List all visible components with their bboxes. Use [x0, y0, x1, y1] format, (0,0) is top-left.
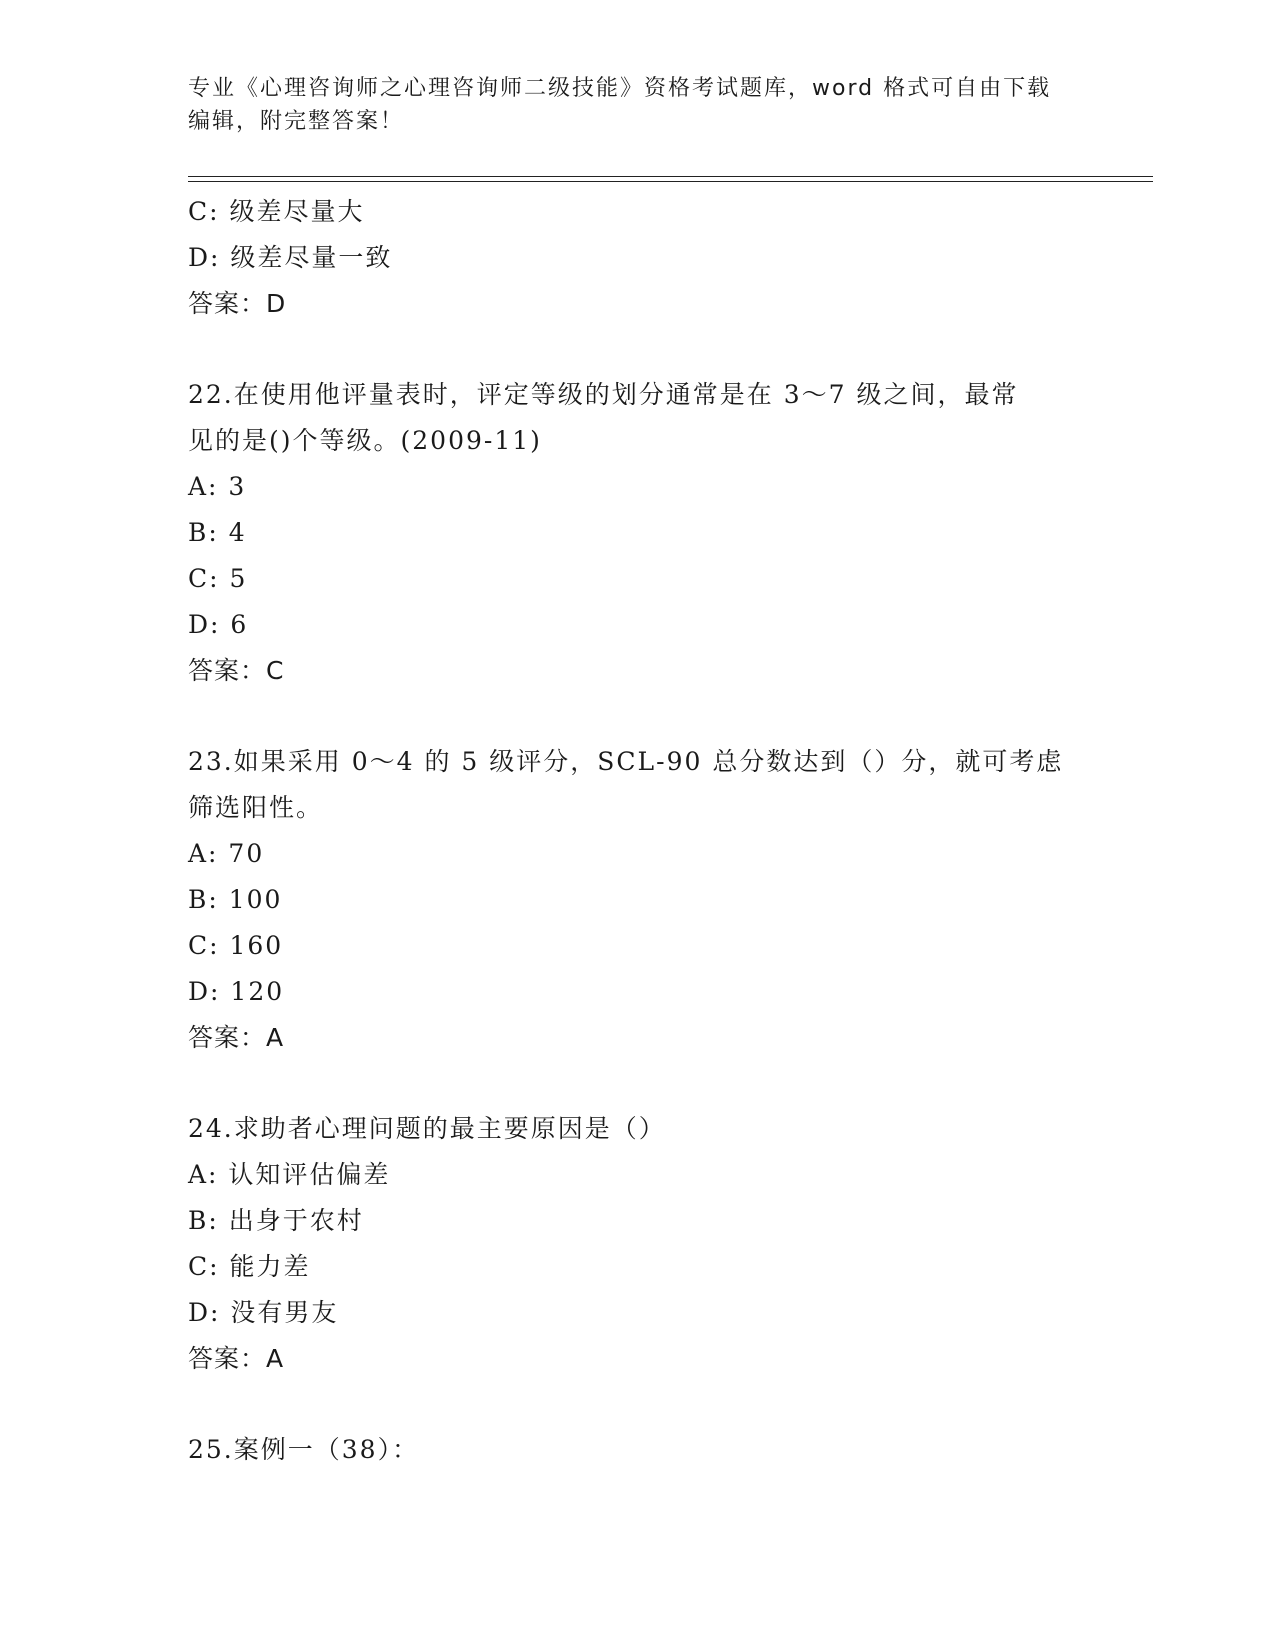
option-c: C: 160: [188, 931, 284, 960]
header-rule-top: [188, 176, 1153, 177]
question-stem-line-2: 见的是()个等级。(2009-11): [188, 426, 542, 455]
question-stem-line-1: 22.在使用他评量表时，评定等级的划分通常是在 3～7 级之间，最常: [188, 380, 1019, 409]
option-d: D: 120: [188, 977, 285, 1006]
question-22: [188, 372, 1088, 694]
answer-line: 答案：A: [188, 1023, 285, 1052]
option-d: D: 没有男友: [188, 1298, 339, 1327]
option-d: D: 级差尽量一致: [188, 243, 393, 272]
question-stem: [188, 1427, 1088, 1473]
question-stem: [188, 372, 1088, 464]
option-c: C: 能力差: [188, 1252, 311, 1281]
option-a: A: 认知评估偏差: [188, 1160, 391, 1189]
question-stem: [188, 1106, 1088, 1152]
question-stem-line-1: 25.案例一（38）：: [188, 1435, 420, 1464]
page-header: [188, 72, 1088, 138]
answer-line: 答案：C: [188, 656, 285, 685]
option-b: B: 100: [188, 885, 283, 914]
answer-line: 答案：A: [188, 1344, 285, 1373]
option-d: D: 6: [188, 610, 249, 639]
question-21-continued: [188, 189, 1088, 327]
option-c: C: 级差尽量大: [188, 197, 365, 226]
option-b: B: 4: [188, 518, 247, 547]
question-stem-line-1: 24.求助者心理问题的最主要原因是（）: [188, 1114, 666, 1143]
question-list: [188, 189, 1088, 1473]
question-23: [188, 739, 1088, 1061]
question-stem: [188, 739, 1088, 831]
option-c: C: 5: [188, 564, 248, 593]
option-a: A: 70: [188, 839, 265, 868]
option-b: B: 出身于农村: [188, 1206, 364, 1235]
question-stem-line-2: 筛选阳性。: [188, 793, 324, 822]
question-stem-line-1: 23.如果采用 0～4 的 5 级评分，SCL-90 总分数达到（）分，就可考虑: [188, 747, 1064, 776]
header-line-1: 专业《心理咨询师之心理咨询师二级技能》资格考试题库，word 格式可自由下载: [188, 76, 1052, 101]
header-rule-bottom: [188, 181, 1153, 182]
header-line-2: 编辑，附完整答案！: [188, 109, 405, 134]
question-25: [188, 1427, 1088, 1473]
question-24: [188, 1106, 1088, 1382]
answer-line: 答案：D: [188, 289, 287, 318]
option-a: A: 3: [188, 472, 247, 501]
